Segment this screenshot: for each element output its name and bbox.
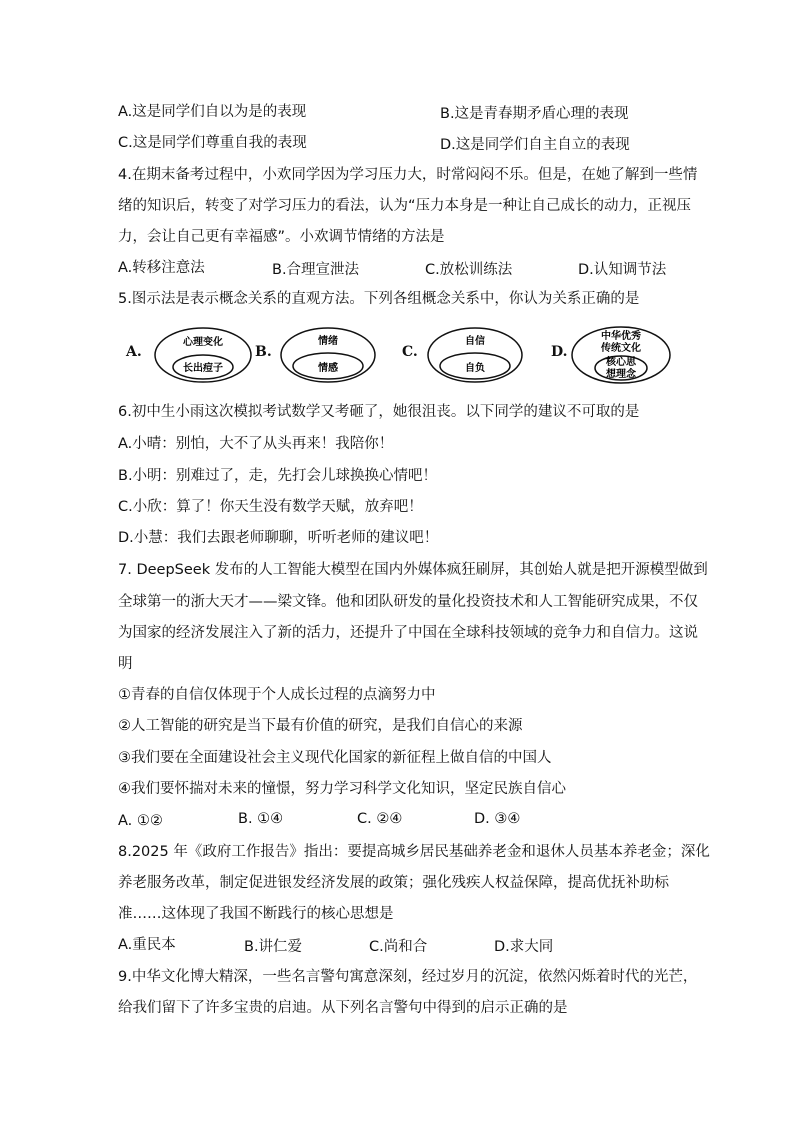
q3-option-d: D.这是同学们自主自立的表现 [440,137,630,153]
diagram-a [153,326,253,386]
q9-stem-line: 9.中华文化博大精深，一些名言警句寓意深刻，经过岁月的沉淀，依然闪烁着时代的光芒， [118,969,698,985]
q5-venn-diagrams [118,326,678,386]
q7-statement-2: ②人工智能的研究是当下最有价值的研究，是我们自信心的来源 [118,718,523,734]
diagram-c-label: C. [402,344,418,360]
diagram-b-outer: 情绪 [318,336,338,347]
diagram-d-outer-1: 中华优秀 [601,331,641,342]
q8-option-a: A.重民本 [118,937,176,953]
q7-option-a: A. ①② [118,813,163,829]
diagram-d-label: D. [551,344,568,360]
q5-stem: 5.图示法是表示概念关系的直观方法。下列各组概念关系中，你认为关系正确的是 [118,291,640,307]
q7-stem-line: 明 [118,656,133,672]
diagram-d-inner-2: 想理念 [606,369,636,380]
q4-stem-line: 力，会让自己更有幸福感”。小欢调节情绪的方法是 [118,229,445,245]
q8-stem-line: 养老服务改革，制定促进银发经济发展的政策；强化残疾人权益保障，提高优抚补助标 [118,875,669,891]
q6-option-c: C.小欣：算了！你天生没有数学天赋，放弃吧！ [118,499,423,515]
q9-stem-line: 给我们留下了许多宝贵的启迪。从下列名言警句中得到的启示正确的是 [118,1000,568,1016]
q7-stem-line: 为国家的经济发展注入了新的活力，还提升了中国在全球科技领域的竞争力和自信力。这说 [118,625,698,641]
diagram-c [425,326,525,386]
diagram-a-outer: 心理变化 [183,337,223,348]
q4-option-c: C.放松训练法 [425,262,513,278]
q4-option-b: B.合理宣泄法 [272,262,360,278]
diagram-a-label: A. [126,344,142,360]
q4-stem-line: 4.在期末备考过程中，小欢同学因为学习压力大，时常闷闷不乐。但是，在她了解到一些情 [118,167,698,183]
q7-stem-line: 7. DeepSeek 发布的人工智能大模型在国内外媒体疯狂刷屏，其创始人就是把开源模型做到 [118,562,708,578]
diagram-d-outer-2: 传统文化 [601,343,641,354]
diagram-b-inner: 情感 [318,363,338,374]
q4-option-d: D.认知调节法 [578,262,667,278]
diagram-d-inner-1: 核心思 [606,357,636,368]
q4-option-a: A.转移注意法 [118,260,205,276]
diagram-d [570,326,672,386]
q8-option-b: B.讲仁爱 [244,939,303,955]
q7-statement-4: ④我们要怀揣对未来的憧憬，努力学习科学文化知识，坚定民族自信心 [118,781,566,797]
q7-statement-1: ①青春的自信仅体现于个人成长过程的点滴努力中 [118,687,436,703]
q8-stem-line: 准……这体现了我国不断践行的核心思想是 [118,906,394,922]
q7-statement-3: ③我们要在全面建设社会主义现代化国家的新征程上做自信的中国人 [118,750,552,766]
q3-option-c: C.这是同学们尊重自我的表现 [118,135,307,151]
q6-stem: 6.初中生小雨这次模拟考试数学又考砸了，她很沮丧。以下同学的建议不可取的是 [118,404,640,420]
q3-option-a: A.这是同学们自以为是的表现 [118,104,307,120]
q8-stem-line: 8.2025 年《政府工作报告》指出：要提高城乡居民基础养老金和退休人员基本养老金；深化 [118,844,710,860]
diagram-a-inner: 长出痘子 [183,363,223,374]
diagram-c-inner: 自负 [465,363,485,374]
q6-option-b: B.小明：别难过了，走，先打会儿球换换心情吧！ [118,468,438,484]
q6-option-a: A.小晴：别怕，大不了从头再来！我陪你！ [118,436,394,452]
q7-option-d: D. ③④ [474,811,521,827]
diagram-b-label: B. [255,344,272,360]
q3-option-b: B.这是青春期矛盾心理的表现 [440,106,629,122]
q7-option-c: C. ②④ [357,811,403,827]
q4-stem-line: 绪的知识后，转变了对学习压力的看法，认为“压力本身是一种让自己成长的动力，正视压 [118,198,692,214]
q6-option-d: D.小慧：我们去跟老师聊聊，听听老师的建议吧！ [118,530,439,546]
q8-option-d: D.求大同 [494,939,554,955]
q8-option-c: C.尚和合 [369,939,428,955]
q7-option-b: B. ①④ [238,811,284,827]
diagram-c-outer: 自信 [465,336,485,347]
diagram-b [278,326,378,386]
q7-stem-line: 全球第一的浙大天才——梁文锋。他和团队研发的量化投资技术和人工智能研究成果，不仅 [118,594,698,610]
